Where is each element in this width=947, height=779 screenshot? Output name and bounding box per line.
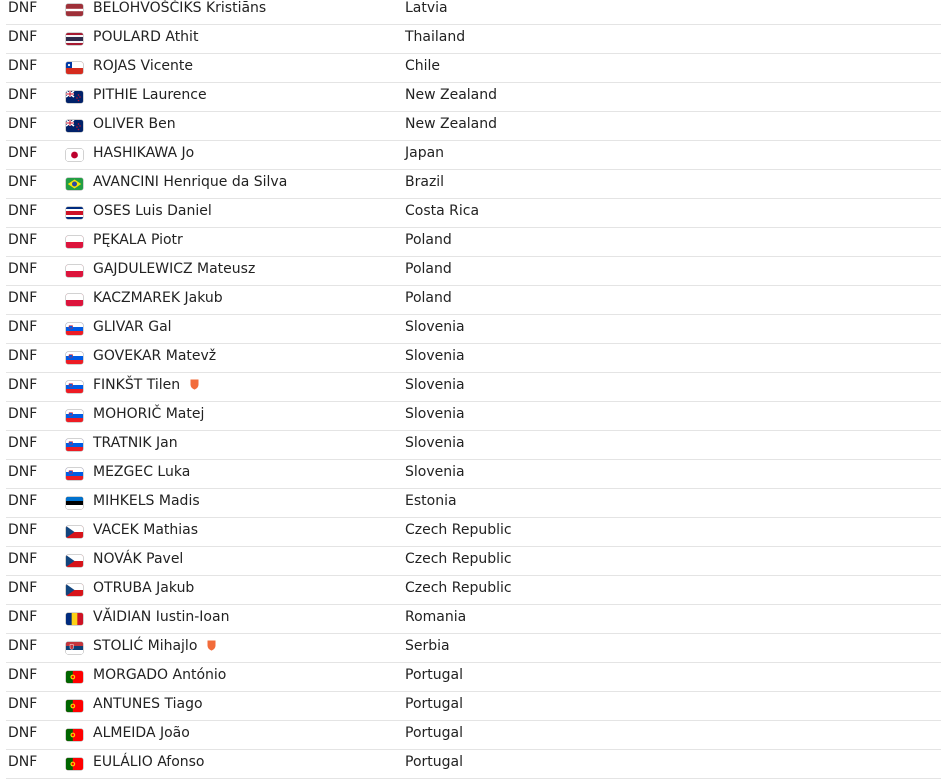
flag-poland-icon: [66, 265, 83, 277]
rider-name: PITHIE Laurence: [93, 87, 207, 103]
rider-name-link[interactable]: [93, 638, 216, 654]
flag-slovenia-icon: [66, 468, 83, 480]
position-cell: DNF: [8, 58, 38, 74]
position-cell: DNF: [8, 667, 38, 683]
result-row: [6, 112, 941, 141]
position-cell: DNF: [8, 87, 38, 103]
result-row: [6, 257, 941, 286]
nation-cell: Latvia: [405, 0, 448, 16]
nation-cell: Poland: [405, 261, 452, 277]
position-cell: DNF: [8, 29, 38, 45]
rider-name-link[interactable]: [93, 464, 190, 480]
rider-name-link[interactable]: [93, 580, 194, 596]
rider-name-link[interactable]: [93, 0, 266, 16]
rider-name-link[interactable]: [93, 522, 198, 538]
result-row: [6, 663, 941, 692]
rider-name-link[interactable]: [93, 29, 198, 45]
result-row: [6, 54, 941, 83]
flag-new-zealand-icon: [66, 91, 83, 103]
position-cell: DNF: [8, 232, 38, 248]
position-cell: DNF: [8, 754, 38, 770]
nation-cell: Poland: [405, 290, 452, 306]
rider-name: OTRUBA Jakub: [93, 580, 195, 596]
flag-czech-republic-icon: [66, 526, 83, 538]
rider-name-link[interactable]: [93, 145, 194, 161]
rider-name-link[interactable]: [93, 87, 207, 103]
nation-cell: Thailand: [405, 29, 466, 45]
rider-name: KACZMAREK Jakub: [93, 290, 223, 306]
position-cell: DNF: [8, 319, 38, 335]
rider-name: STOLIĆ Mihajlo: [93, 638, 198, 654]
nation-cell: Portugal: [405, 754, 463, 770]
nation-cell: Czech Republic: [405, 580, 512, 596]
result-row: [6, 489, 941, 518]
flag-slovenia-icon: [66, 381, 83, 393]
flag-portugal-icon: [66, 758, 83, 770]
nation-cell: Czech Republic: [405, 551, 512, 567]
result-row: [6, 460, 941, 489]
flag-estonia-icon: [66, 497, 83, 509]
nation-cell: Japan: [405, 145, 445, 161]
result-row: [6, 576, 941, 605]
rider-name: GOVEKAR Matevž: [93, 348, 217, 364]
rider-name: AVANCINI Henrique da Silva: [93, 174, 288, 190]
nation-cell: Costa Rica: [405, 203, 480, 219]
rider-name-link[interactable]: [93, 290, 223, 306]
rider-name: GLIVAR Gal: [93, 319, 172, 335]
position-cell: DNF: [8, 609, 38, 625]
result-row: [6, 170, 941, 199]
result-row: [6, 402, 941, 431]
rider-name: EULÁLIO Afonso: [93, 754, 205, 770]
nation-cell: Estonia: [405, 493, 457, 509]
rider-name: ANTUNES Tiago: [93, 696, 203, 712]
rider-name-link[interactable]: [93, 377, 199, 393]
nation-cell: Slovenia: [405, 319, 465, 335]
flag-slovenia-icon: [66, 410, 83, 422]
result-row: [6, 344, 941, 373]
rider-name-link[interactable]: [93, 696, 203, 712]
rider-name: TRATNIK Jan: [93, 435, 178, 451]
position-cell: DNF: [8, 464, 38, 480]
rider-name: MEZGEC Luka: [93, 464, 191, 480]
result-row: [6, 0, 941, 25]
flag-latvia-icon: [66, 4, 83, 16]
rider-name: ALMEIDA João: [93, 725, 190, 741]
position-cell: DNF: [8, 116, 38, 132]
rider-name-link[interactable]: [93, 116, 176, 132]
result-row: [6, 431, 941, 460]
position-cell: DNF: [8, 261, 38, 277]
rider-name: GAJDULEWICZ Mateusz: [93, 261, 256, 277]
position-cell: DNF: [8, 580, 38, 596]
rider-name-link[interactable]: [93, 261, 255, 277]
result-row: [6, 605, 941, 634]
flag-portugal-icon: [66, 729, 83, 741]
result-row: [6, 692, 941, 721]
team-shield-icon: [207, 640, 216, 651]
nation-cell: New Zealand: [405, 87, 497, 103]
nation-cell: Romania: [405, 609, 467, 625]
position-cell: DNF: [8, 145, 38, 161]
flag-poland-icon: [66, 294, 83, 306]
rider-name: MIHKELS Madis: [93, 493, 200, 509]
position-cell: DNF: [8, 348, 38, 364]
result-row: [6, 141, 941, 170]
position-cell: DNF: [8, 725, 38, 741]
flag-new-zealand-icon: [66, 120, 83, 132]
position-cell: DNF: [8, 174, 38, 190]
result-row: [6, 518, 941, 547]
nation-cell: Portugal: [405, 667, 463, 683]
rider-name: HASHIKAWA Jo: [93, 145, 195, 161]
rider-name-link[interactable]: [93, 493, 200, 509]
result-row: [6, 286, 941, 315]
position-cell: DNF: [8, 406, 38, 422]
rider-name: MORGADO António: [93, 667, 227, 683]
nation-cell: Brazil: [405, 174, 445, 190]
result-row: [6, 25, 941, 54]
position-cell: DNF: [8, 493, 38, 509]
flag-chile-icon: [66, 62, 83, 74]
rider-name: OSES Luis Daniel: [93, 203, 212, 219]
flag-poland-icon: [66, 236, 83, 248]
rider-name-link[interactable]: [93, 348, 216, 364]
flag-japan-icon: [66, 149, 83, 161]
rider-name-link[interactable]: [93, 232, 183, 248]
flag-portugal-icon: [66, 700, 83, 712]
rider-name-link[interactable]: [93, 754, 205, 770]
rider-name: MOHORIČ Matej: [93, 406, 205, 422]
result-row: [6, 228, 941, 257]
rider-name-link[interactable]: [93, 551, 183, 567]
rider-name-link[interactable]: [93, 58, 193, 74]
flag-slovenia-icon: [66, 352, 83, 364]
position-cell: DNF: [8, 696, 38, 712]
result-row: [6, 634, 941, 663]
rider-name-link[interactable]: [93, 435, 178, 451]
nation-cell: Slovenia: [405, 406, 465, 422]
flag-serbia-icon: [66, 642, 83, 654]
nation-cell: Czech Republic: [405, 522, 512, 538]
position-cell: DNF: [8, 203, 38, 219]
position-cell: DNF: [8, 290, 38, 306]
rider-name-link[interactable]: [93, 406, 204, 422]
nation-cell: Portugal: [405, 725, 463, 741]
result-row: [6, 750, 941, 779]
flag-portugal-icon: [66, 671, 83, 683]
nation-cell: Slovenia: [405, 348, 465, 364]
rider-name: PĘKALA Piotr: [93, 232, 183, 248]
nation-cell: Slovenia: [405, 464, 465, 480]
nation-cell: Slovenia: [405, 377, 465, 393]
rider-name: VACEK Mathias: [93, 522, 199, 538]
nation-cell: Portugal: [405, 696, 463, 712]
rider-name: ROJAS Vicente: [93, 58, 193, 74]
flag-brazil-icon: [66, 178, 83, 190]
rider-name: NOVÁK Pavel: [93, 551, 184, 567]
nation-cell: Serbia: [405, 638, 450, 654]
result-row: [6, 547, 941, 576]
flag-czech-republic-icon: [66, 555, 83, 567]
flag-czech-republic-icon: [66, 584, 83, 596]
rider-name: OLIVER Ben: [93, 116, 176, 132]
result-row: [6, 199, 941, 228]
position-cell: DNF: [8, 435, 38, 451]
result-row: [6, 315, 941, 344]
position-cell: DNF: [8, 377, 38, 393]
rider-name-link[interactable]: [93, 667, 226, 683]
rider-name: POULARD Athit: [93, 29, 199, 45]
rider-name-link[interactable]: [93, 319, 172, 335]
flag-slovenia-icon: [66, 439, 83, 451]
result-row: [6, 721, 941, 750]
nation-cell: Poland: [405, 232, 452, 248]
nation-cell: Chile: [405, 58, 441, 74]
position-cell: DNF: [8, 522, 38, 538]
team-shield-icon: [190, 379, 199, 390]
flag-costa-rica-icon: [66, 207, 83, 219]
rider-name-link[interactable]: [93, 725, 190, 741]
rider-name-link[interactable]: [93, 174, 287, 190]
flag-slovenia-icon: [66, 323, 83, 335]
rider-name-link[interactable]: [93, 609, 229, 625]
rider-name: VĂIDIAN Iustin-Ioan: [93, 609, 230, 625]
rider-name-link[interactable]: [93, 203, 212, 219]
position-cell: DNF: [8, 0, 38, 16]
position-cell: DNF: [8, 551, 38, 567]
rider-name: BELOHVOŠČIKS Kristiāns: [93, 0, 267, 16]
nation-cell: Slovenia: [405, 435, 465, 451]
nation-cell: New Zealand: [405, 116, 497, 132]
result-row: [6, 373, 941, 402]
result-row: [6, 83, 941, 112]
rider-name: FINKŠT Tilen: [93, 377, 181, 393]
flag-thailand-icon: [66, 33, 83, 45]
flag-romania-icon: [66, 613, 83, 625]
position-cell: DNF: [8, 638, 38, 654]
